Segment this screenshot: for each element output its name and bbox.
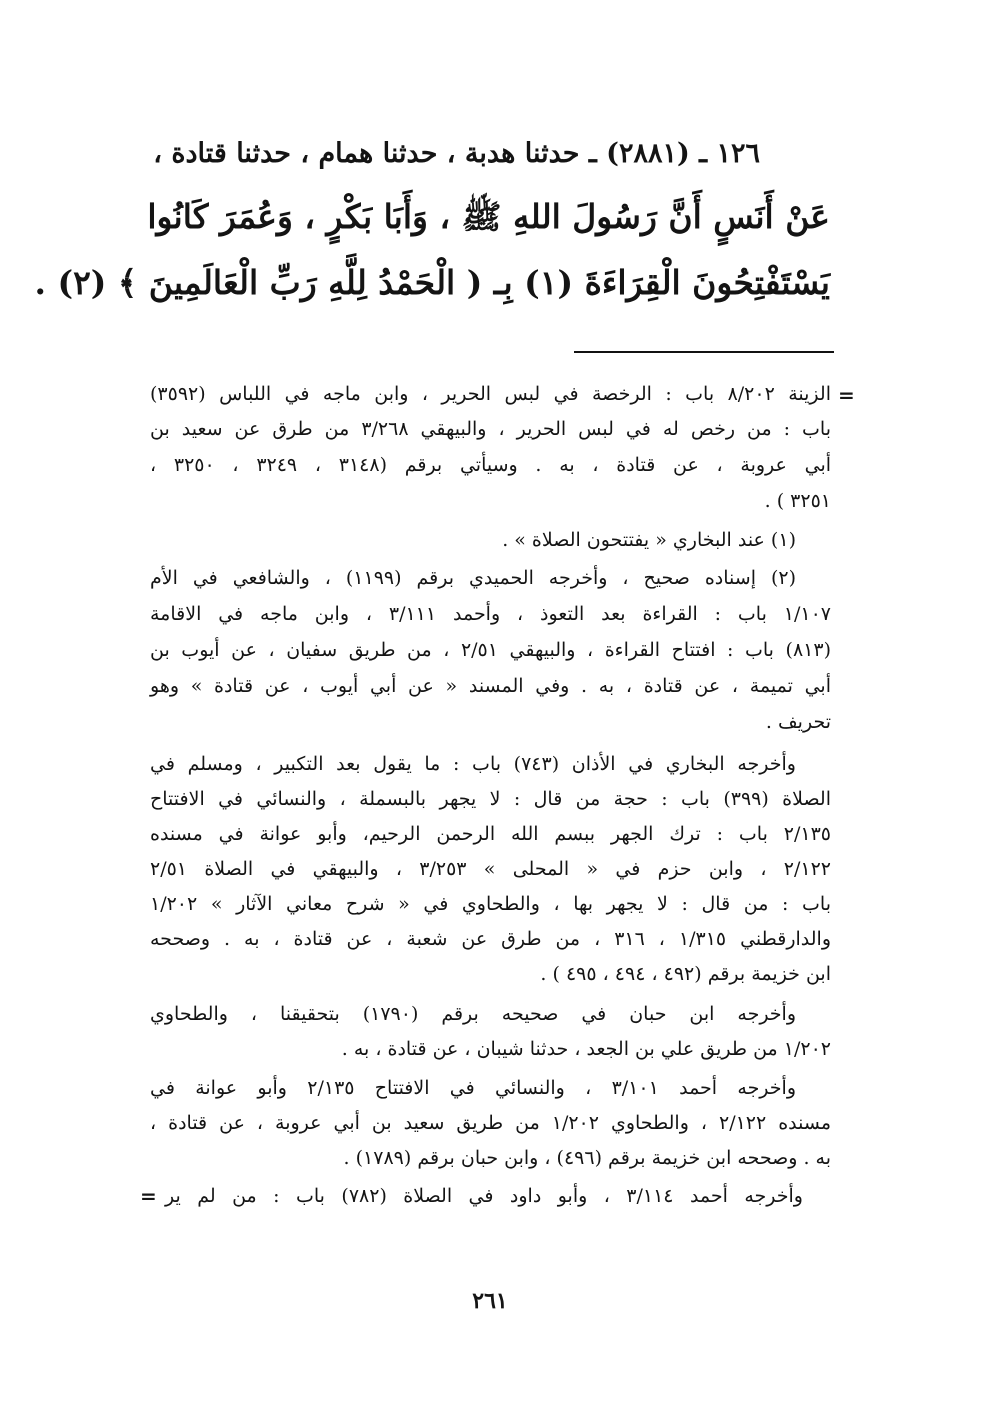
- footnote-paragraph-line: وأخرجه أحمد ٣/١٠١ ، والنسائي في الافتتاح ٢/١٣٥ وأبو عوانة في: [150, 1077, 796, 1099]
- footnote-continued-line: الزينة ٨/٢٠٢ باب : الرخصة في لبس الحرير ، وابن ماجه في اللباس (٣٥٩٢): [150, 383, 831, 405]
- footnote-paragraph-line: وأخرجه البخاري في الأذان (٧٤٣) باب : ما يقول بعد التكبير ، ومسلم في: [150, 753, 796, 775]
- hadith-text-line-2: يَسْتَفْتِحُونَ الْقِرَاءَةَ (١) بِـ ( الْحَمْدُ لِلَّهِ رَبِّ الْعَالَمِينَ ﴾ (٢) .: [34, 263, 830, 302]
- footnote-paragraph-line: الصلاة (٣٩٩) باب : حجة من قال : لا يجهر بالبسملة ، والنسائي في الافتتاح: [150, 788, 831, 810]
- footnote-2-line: (٢) إسناده صحيح ، وأخرجه الحميدي برقم (١١٩٩) ، والشافعي في الأم: [150, 567, 796, 589]
- footnote-2-line: (٨١٣) باب : افتتاح القراءة ، والبيهقي ٢/٥١ ، من طريق سفيان ، عن أيوب بن: [150, 639, 831, 661]
- continuation-mark-bottom: =: [140, 1184, 157, 1208]
- page-number: ٢٦١: [472, 1288, 508, 1314]
- footnote-2-line: تحريف .: [765, 711, 831, 733]
- continuation-mark-top: =: [838, 383, 855, 407]
- hadith-text-line-1: عَنْ أَنَسٍ أَنَّ رَسُولَ اللهِ ﷺ ، وَأَبَا بَكْرٍ ، وَعُمَرَ كَانُوا: [147, 197, 830, 236]
- footnote-continued-line: باب : من رخص له في لبس الحرير ، والبيهقي ٣/٢٦٨ من طرق عن سعيد بن: [150, 418, 832, 440]
- footnote-paragraph-line: ٢/١٢٢ ، وابن حزم في « المحلى » ٣/٢٥٣ ، والبيهقي في الصلاة ٢/٥١: [150, 858, 831, 880]
- footnote-paragraph-line: وأخرجه أحمد ٣/١١٤ ، وأبو داود في الصلاة (٧٨٢) باب : من لم ير: [165, 1185, 803, 1207]
- footnote-2-line: ١/١٠٧ باب : القراءة بعد التعوذ ، وأحمد ٣/١١١ ، وابن ماجه في الاقامة: [150, 603, 831, 625]
- footnote-paragraph-line: وأخرجه ابن حبان في صحيحه برقم (١٧٩٠) بتحقيقنا ، والطحاوي: [150, 1003, 796, 1025]
- footnote-continued-line: أبي عروبة ، عن قتادة ، به . وسيأتي برقم (٣١٤٨ ، ٣٢٤٩ ، ٣٢٥٠ ،: [150, 454, 832, 476]
- footnote-continued-line: ٣٢٥١ ) .: [764, 490, 831, 512]
- footnote-paragraph-line: ابن خزيمة برقم (٤٩٢ ، ٤٩٤ ، ٤٩٥ ) .: [540, 963, 831, 985]
- footnote-separator: [574, 351, 834, 353]
- footnote-1: (١) عند البخاري « يفتتحون الصلاة » .: [502, 529, 796, 551]
- footnote-paragraph-line: به . وصححه ابن خزيمة برقم (٤٩٦) ، وابن حبان برقم (١٧٨٩) .: [343, 1147, 831, 1169]
- footnote-2-line: أبي تميمة ، عن قتادة ، به . وفي المسند « عن أبي أيوب ، عن قتادة » وهو: [150, 675, 831, 697]
- hadith-header: ١٢٦ ـ (٢٨٨١) ـ حدثنا هدبة ، حدثنا همام ، حدثنا قتادة ،: [153, 138, 760, 169]
- footnote-paragraph-line: ٢/١٣٥ باب : ترك الجهر ببسم الله الرحمن الرحيم، وأبو عوانة في مسنده: [150, 823, 831, 845]
- footnote-paragraph-line: والدارقطني ١/٣١٥ ، ٣١٦ ، من طرق عن شعبة ، عن قتادة ، به . وصححه: [150, 928, 832, 950]
- footnote-paragraph-line: باب : من قال : لا يجهر بها ، والطحاوي في « شرح معاني الآثار » ١/٢٠٢: [150, 893, 831, 915]
- footnote-paragraph-line: ١/٢٠٢ من طريق علي بن الجعد ، حدثنا شيبان ، عن قتادة ، به .: [341, 1038, 831, 1060]
- footnote-paragraph-line: مسنده ٢/١٢٢ ، والطحاوي ١/٢٠٢ من طريق سعيد بن أبي عروبة ، عن قتادة ،: [150, 1112, 832, 1134]
